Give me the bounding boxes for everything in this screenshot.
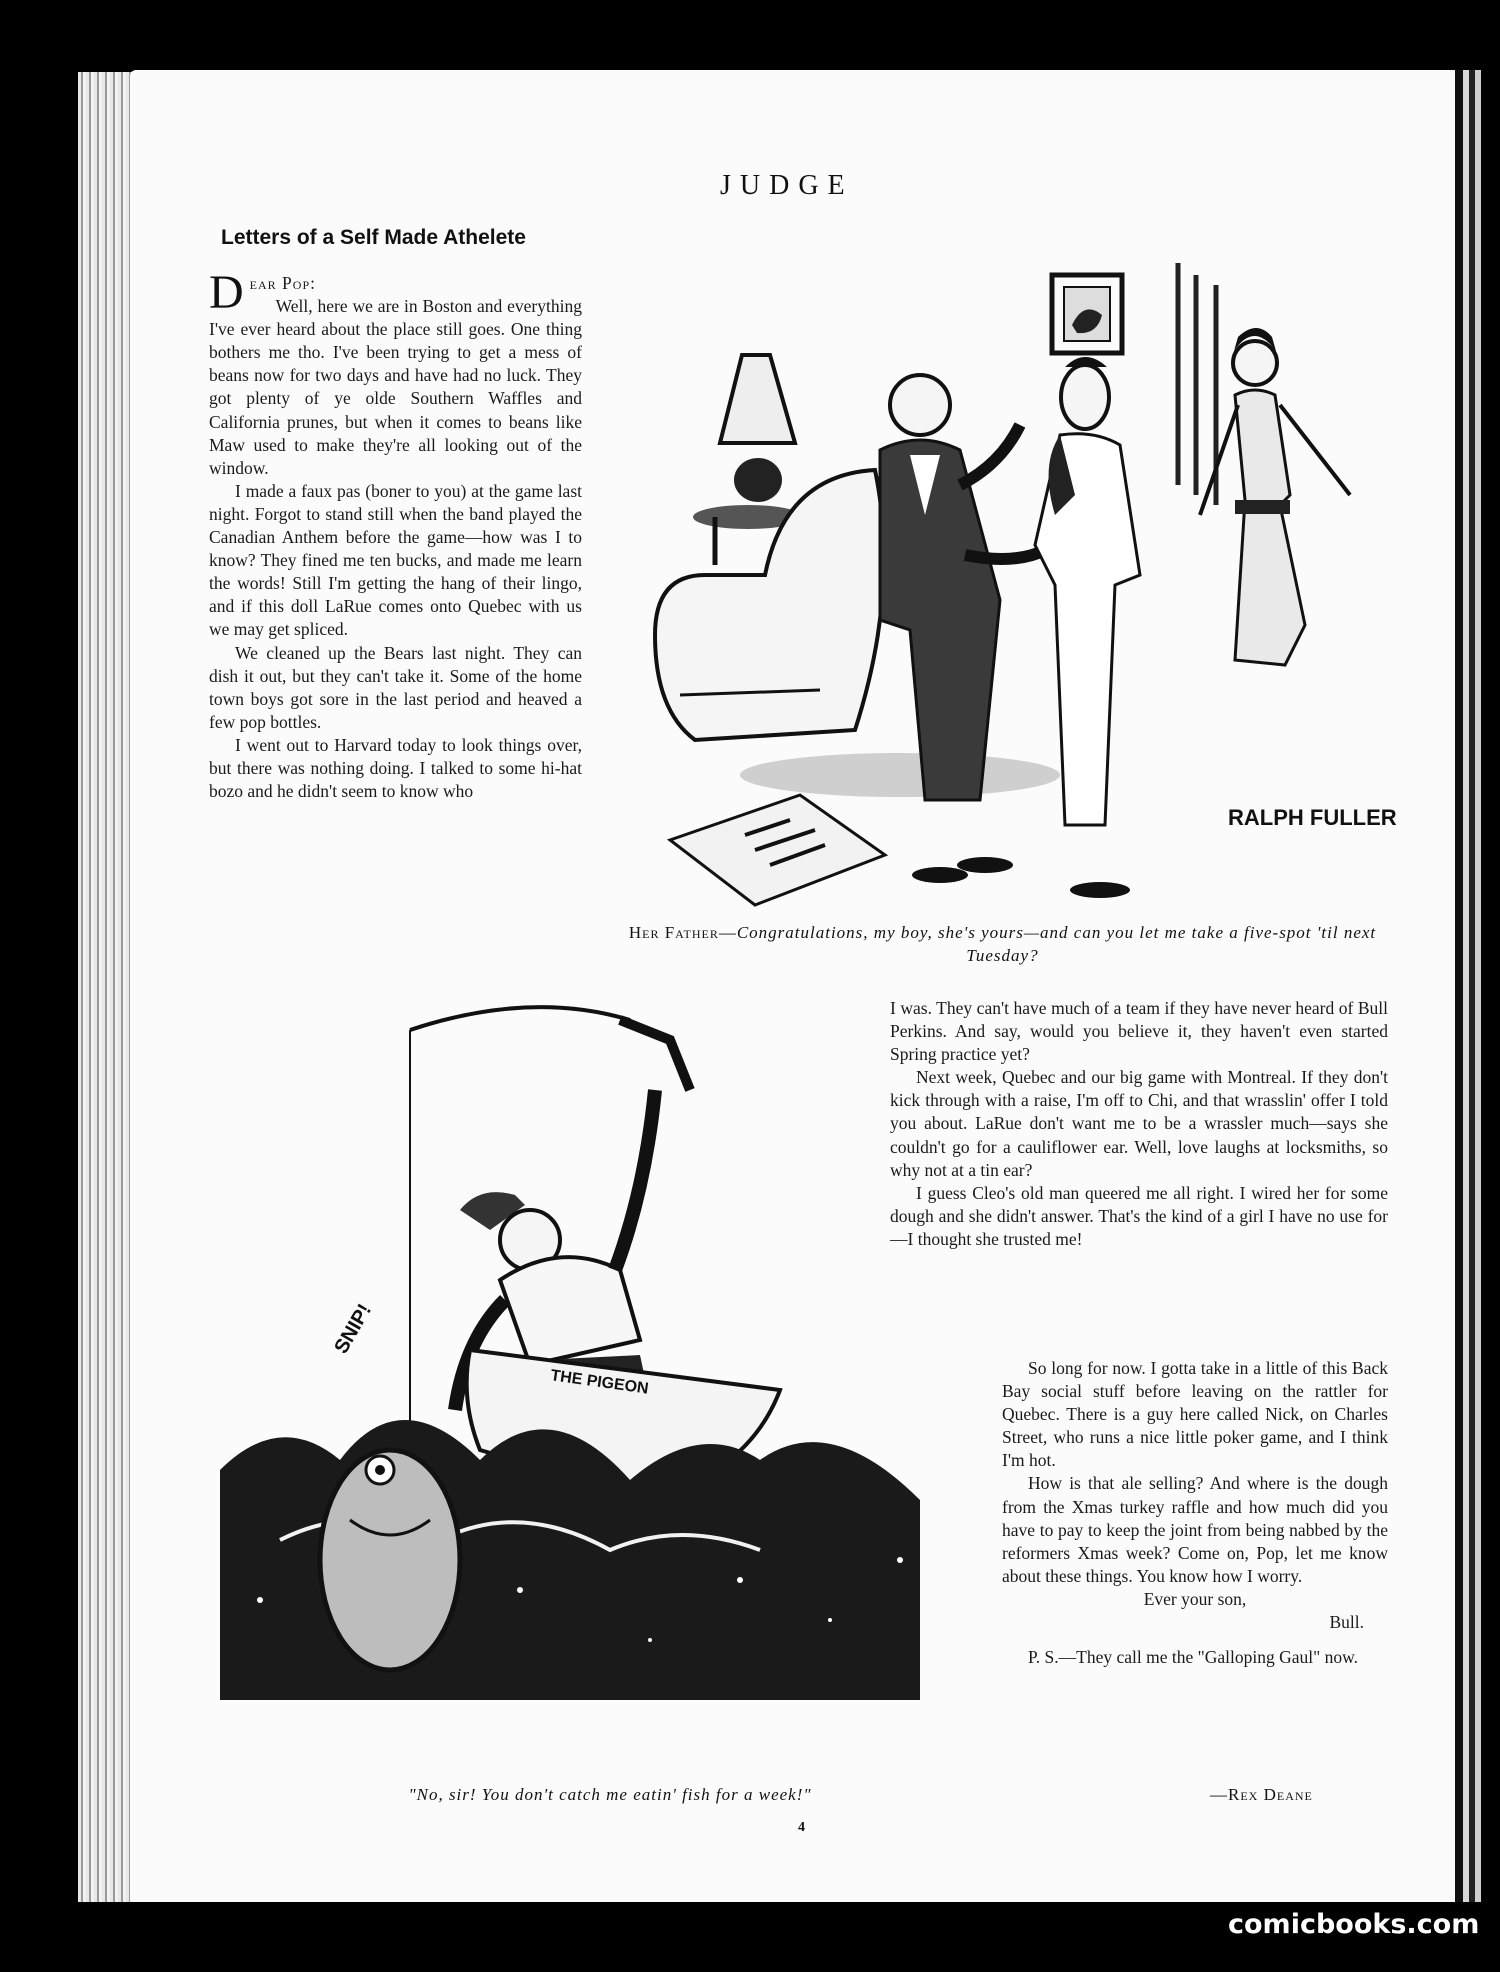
cartoon-father-illustration xyxy=(640,255,1400,915)
signature: Bull. xyxy=(1329,1612,1364,1633)
paragraph: Well, here we are in Boston and everything I've ever heard about the place still goes. One thing bothers me tho. I've been trying to get a mess of beans now for two days and have had no luck. They got plenty of ye olde Southern Waffles and California prunes, but when it comes to beans like Maw used to make they're all looking out of the window. xyxy=(209,296,582,478)
paragraph: We cleaned up the Bears last night. They can dish it out, but they can't take it. Some of the home town boys got sore in the last period and heaved a few pop bottles. xyxy=(209,642,582,732)
drop-cap: D xyxy=(209,266,244,319)
masthead: JUDGE xyxy=(720,170,854,201)
artist-signature: RALPH FULLER xyxy=(1228,805,1397,830)
closing: Ever your son, xyxy=(1143,1588,1247,1609)
boat-name-text: THE PIGEON xyxy=(549,1367,650,1398)
paragraph: I was. They can't have much of a team if they have never heard of Bull Perkins. And say, would you believe it, they haven't even started Spring practice yet? xyxy=(890,998,1388,1065)
caption-top-text: Congratulations, my boy, she's yours—and can you let me take a five-spot 'til next Tuesday? xyxy=(736,923,1377,965)
paragraph: Next week, Quebec and our big game with Montreal. If they don't kick through with a raise, I'm off to Chi, and that wrasslin' offer I told you about. LaRue don't want me to be a wrassler much—says she couldn't go for a cauliflower ear. Well, love laughs at locksmiths, so why not at a tin ear? xyxy=(890,1067,1388,1180)
caption-top xyxy=(615,921,1390,967)
salutation-text: ear Pop: xyxy=(249,273,316,293)
byline: —Rex Deane xyxy=(1210,1785,1313,1804)
sound-effect-text: SNIP! xyxy=(330,1300,377,1358)
paragraph: I made a faux pas (boner to you) at the game last night. Forgot to stand still when the band played the Canadian Anthem before the game—how was I to know? They fined me ten bucks, and made me learn the words! Still I'm getting the hang of their lingo, and if this doll LaRue comes onto Quebec with us we may get spliced. xyxy=(209,480,582,640)
article-column-right xyxy=(890,997,1388,1251)
article-title: Letters of a Self Made Athelete xyxy=(221,226,526,249)
watermark: comicbooks.com xyxy=(1228,1909,1480,1940)
article-column-right-narrow xyxy=(1002,1357,1388,1669)
paragraph: So long for now. I gotta take in a little of this Back Bay social stuff before leaving on the rattler for Quebec. There is a guy here called Nick, on Charles Street, who runs a nice little poker game, and I think I'm hot. xyxy=(1002,1358,1388,1471)
paragraph: I went out to Harvard today to look things over, but there was nothing doing. I talked to some hi-hat bozo and he didn't seem to know who xyxy=(209,734,582,802)
book-spine-edge xyxy=(78,72,138,1902)
caption-bottom: "No, sir! You don't catch me eatin' fish for a week!" xyxy=(408,1785,812,1804)
postscript: P. S.—They call me the "Galloping Gaul" now. xyxy=(1028,1647,1359,1668)
paragraph: I guess Cleo's old man queered me all right. I wired her for some dough and she didn't answer. That's the kind of a girl I have no use for—I thought she trusted me! xyxy=(890,1182,1388,1249)
facing-page-edge xyxy=(1455,70,1500,1902)
cartoon-fisherman-illustration xyxy=(220,1000,980,1700)
article-column-left xyxy=(209,266,582,803)
paragraph: How is that ale selling? And where is the dough from the Xmas turkey raffle and how much did you have to pay to keep the joint from being nabbed by the reformers Xmas week? Come on, Pop, let me know about these things. You know how I worry. xyxy=(1002,1473,1388,1586)
caption-speaker: Her Father— xyxy=(628,923,737,942)
page-number: 4 xyxy=(798,1820,805,1835)
salutation xyxy=(209,266,582,319)
